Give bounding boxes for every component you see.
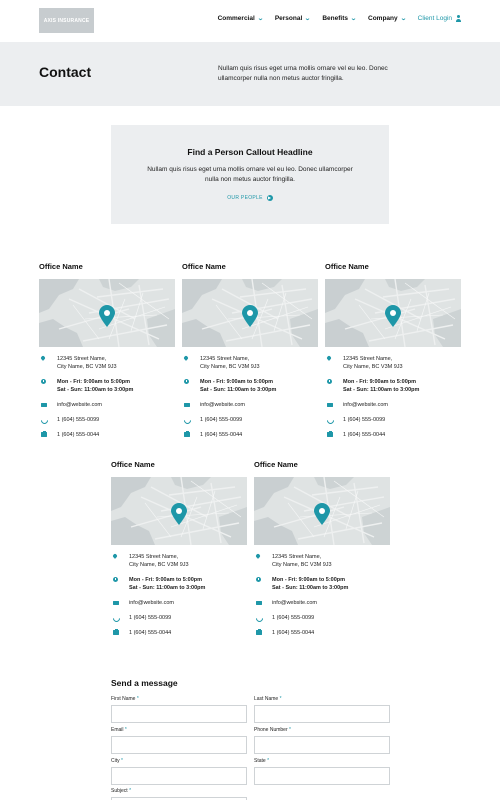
clock-icon: [113, 577, 118, 582]
menu-item-company[interactable]: [368, 15, 406, 22]
menu-label: Benefits: [322, 15, 348, 22]
address-line-2: City Name, BC V3M 9J3: [343, 364, 403, 370]
office-title: Office Name: [254, 460, 298, 469]
fax-icon: [327, 432, 333, 437]
office-card: [182, 262, 318, 446]
address-row: [325, 355, 461, 371]
office-map[interactable]: [39, 279, 175, 347]
menu-item-personal[interactable]: [275, 15, 311, 22]
phone-icon: [113, 615, 118, 620]
address-line-2: City Name, BC V3M 9J3: [272, 562, 332, 568]
office-title: Office Name: [111, 460, 155, 469]
last-name-input[interactable]: [254, 705, 390, 723]
office-details: [325, 355, 461, 439]
address-row: [111, 553, 247, 569]
hours-weekday: Mon - Fri: 9:00am to 5:00pm: [129, 577, 203, 583]
first-name-field: [111, 696, 247, 723]
city-label: City *: [111, 758, 123, 764]
email-link[interactable]: info@website.com: [343, 402, 389, 408]
phone-link[interactable]: 1 (604) 555-0099: [129, 615, 172, 621]
client-login-link[interactable]: [418, 15, 462, 22]
office-map[interactable]: [325, 279, 461, 347]
phone-icon: [184, 417, 189, 422]
hours-weekday: Mon - Fri: 9:00am to 5:00pm: [57, 379, 131, 385]
fax-row: [182, 431, 318, 439]
first-name-input[interactable]: [111, 705, 247, 723]
phone-row[interactable]: [111, 614, 247, 622]
phone-link[interactable]: 1 (604) 555-0099: [272, 615, 315, 621]
user-icon: [455, 15, 462, 22]
chevron-down-icon: ⌄: [304, 16, 312, 22]
office-title: Office Name: [182, 262, 226, 271]
callout-title: Find a Person Callout Headline: [187, 147, 313, 157]
page-intro: Nullam quis risus eget urna mollis ornare vel eu leo. Donec ullamcorper nulla non metus auctor fringilla.: [218, 65, 388, 82]
office-title: Office Name: [39, 262, 83, 271]
address-line-2: City Name, BC V3M 9J3: [129, 562, 189, 568]
clock-icon: [327, 379, 332, 384]
location-pin-icon: [184, 356, 188, 361]
menu-label: Commercial: [217, 15, 255, 22]
phone-icon: [41, 417, 46, 422]
address-row: [182, 355, 318, 371]
clock-icon: [184, 379, 189, 384]
fax-row: [111, 629, 247, 637]
location-pin-icon: [327, 356, 331, 361]
state-input[interactable]: [254, 767, 390, 785]
office-card: [254, 460, 390, 644]
hours-weekday: Mon - Fri: 9:00am to 5:00pm: [200, 379, 274, 385]
envelope-icon: [113, 601, 119, 605]
email-row[interactable]: [182, 401, 318, 409]
email-row[interactable]: [111, 599, 247, 607]
phone-input[interactable]: [254, 736, 390, 754]
office-details: [182, 355, 318, 439]
page-header: [0, 42, 500, 106]
location-pin-icon: [41, 356, 45, 361]
email-input[interactable]: [111, 736, 247, 754]
hours-weekend: Sat - Sun: 11:00am to 3:00pm: [343, 387, 420, 393]
hours-row: [111, 576, 247, 592]
phone-field: [254, 727, 390, 754]
fax-number: 1 (604) 555-0044: [200, 432, 243, 438]
address-line-1: 12345 Street Name,: [272, 554, 322, 560]
menu-label: Company: [368, 15, 398, 22]
address-line-1: 12345 Street Name,: [129, 554, 179, 560]
address-line-2: City Name, BC V3M 9J3: [57, 364, 117, 370]
office-details: [111, 553, 247, 637]
fax-icon: [41, 432, 47, 437]
address-line-1: 12345 Street Name,: [57, 356, 107, 362]
fax-number: 1 (604) 555-0044: [272, 630, 315, 636]
menu-label: Personal: [274, 15, 303, 22]
fax-row: [325, 431, 461, 439]
form-title: Send a message: [111, 678, 178, 688]
hours-weekend: Sat - Sun: 11:00am to 3:00pm: [129, 585, 206, 591]
email-field: [111, 727, 247, 754]
location-pin-icon: [256, 554, 260, 559]
office-card: [325, 262, 461, 446]
envelope-icon: [327, 403, 333, 407]
email-row[interactable]: [325, 401, 461, 409]
chevron-down-icon: ⌄: [399, 16, 407, 22]
phone-link[interactable]: 1 (604) 555-0099: [343, 417, 386, 423]
clock-icon: [41, 379, 46, 384]
hours-row: [39, 378, 175, 394]
phone-label: Phone Number *: [254, 727, 291, 733]
fax-row: [39, 431, 175, 439]
chevron-down-icon: ⌄: [257, 16, 264, 22]
envelope-icon: [256, 601, 262, 605]
chevron-down-icon: ⌄: [350, 16, 357, 22]
menu-item-commercial[interactable]: [218, 15, 263, 22]
location-pin-icon: [113, 554, 117, 559]
fax-number: 1 (604) 555-0044: [129, 630, 172, 636]
office-details: [254, 553, 390, 637]
office-card: [39, 262, 175, 446]
last-name-field: [254, 696, 390, 723]
phone-link[interactable]: 1 (604) 555-0099: [57, 417, 100, 423]
page-title: Contact: [39, 64, 92, 80]
address-row: [39, 355, 175, 371]
hours-row: [325, 378, 461, 394]
address-line-1: 12345 Street Name,: [343, 356, 393, 362]
phone-icon: [256, 615, 261, 620]
office-title: Office Name: [325, 262, 369, 271]
office-details: [39, 355, 175, 439]
hours-weekend: Sat - Sun: 11:00am to 3:00pm: [200, 387, 277, 393]
callout-text: Nullam quis risus eget urna mollis ornare vel eu leo. Donec ullamcorper nulla non metus auctor fringilla.: [147, 166, 353, 183]
address-line-1: 12345 Street Name,: [200, 356, 250, 362]
our-people-link[interactable]: [227, 195, 273, 201]
phone-row[interactable]: [254, 614, 390, 622]
arrow-right-icon: ▶: [268, 195, 272, 200]
our-people-label: OUR PEOPLE: [227, 195, 263, 201]
main-menu: [218, 15, 462, 22]
hours-weekday: Mon - Fri: 9:00am to 5:00pm: [272, 577, 346, 583]
address-row: [254, 553, 390, 569]
fax-number: 1 (604) 555-0044: [57, 432, 100, 438]
last-name-label: Last Name *: [254, 696, 282, 702]
phone-row[interactable]: [325, 416, 461, 424]
email-link[interactable]: info@website.com: [200, 402, 246, 408]
envelope-icon: [184, 403, 190, 407]
office-map[interactable]: [254, 477, 390, 545]
subject-label: Subject *: [111, 788, 132, 794]
email-link[interactable]: info@website.com: [129, 600, 175, 606]
state-label: State *: [254, 758, 270, 764]
email-link[interactable]: info@website.com: [57, 402, 103, 408]
phone-row[interactable]: [39, 416, 175, 424]
clock-icon: [256, 577, 261, 582]
hours-row: [182, 378, 318, 394]
client-login-label: Client Login: [417, 15, 452, 22]
hours-weekend: Sat - Sun: 11:00am to 3:00pm: [57, 387, 134, 393]
fax-icon: [256, 630, 262, 635]
envelope-icon: [41, 403, 47, 407]
email-row[interactable]: [254, 599, 390, 607]
fax-icon: [184, 432, 190, 437]
logo[interactable]: AXIS INSURANCE: [39, 8, 94, 33]
hours-weekend: Sat - Sun: 11:00am to 3:00pm: [272, 585, 349, 591]
state-field: [254, 758, 390, 785]
fax-icon: [113, 630, 119, 635]
phone-link[interactable]: 1 (604) 555-0099: [200, 417, 243, 423]
phone-icon: [327, 417, 332, 422]
email-row[interactable]: [39, 401, 175, 409]
address-line-2: City Name, BC V3M 9J3: [200, 364, 260, 370]
email-label: Email *: [111, 727, 127, 733]
first-name-label: First Name *: [111, 696, 139, 702]
subject-field: [111, 788, 247, 800]
hours-weekday: Mon - Fri: 9:00am to 5:00pm: [343, 379, 417, 385]
fax-number: 1 (604) 555-0044: [343, 432, 386, 438]
hours-row: [254, 576, 390, 592]
menu-item-benefits[interactable]: [322, 15, 356, 22]
office-map[interactable]: [182, 279, 318, 347]
find-person-callout: [111, 125, 389, 224]
phone-row[interactable]: [182, 416, 318, 424]
city-field: [111, 758, 247, 785]
office-card: [111, 460, 247, 644]
city-input[interactable]: [111, 767, 247, 785]
office-map[interactable]: [111, 477, 247, 545]
top-navigation: [0, 0, 500, 42]
email-link[interactable]: info@website.com: [272, 600, 318, 606]
fax-row: [254, 629, 390, 637]
